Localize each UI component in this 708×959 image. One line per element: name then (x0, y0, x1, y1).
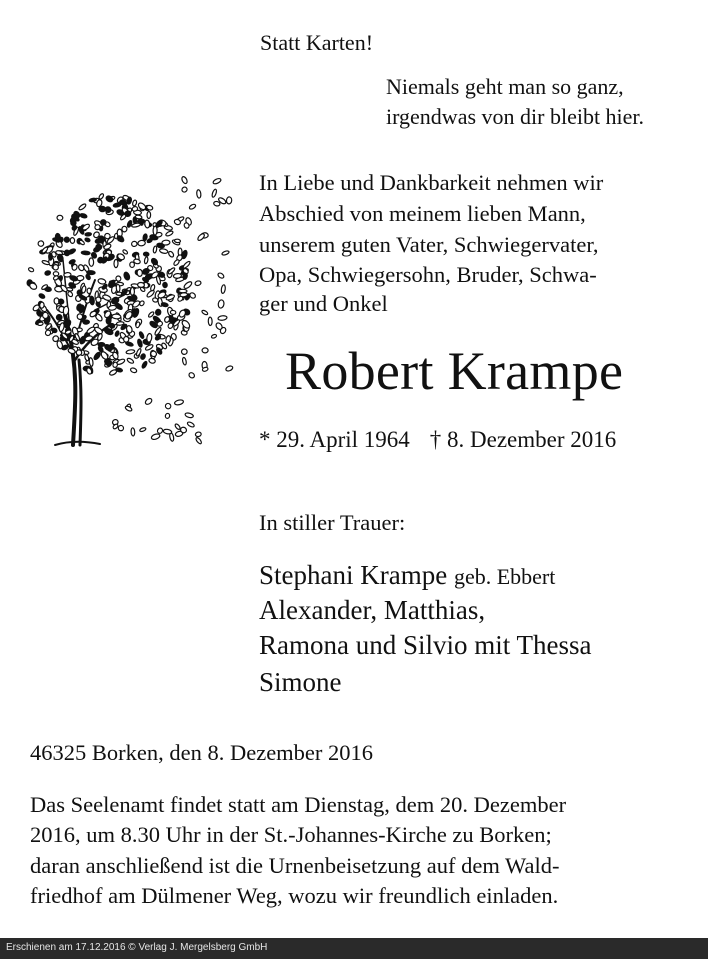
tree-with-falling-leaves-icon (25, 160, 235, 450)
deceased-name: Robert Krampe (285, 341, 624, 401)
mourner-line: Alexander, Matthias, (259, 595, 486, 625)
poem-line: irgendwas von dir bleibt hier. (386, 104, 645, 129)
intro-line: Abschied von meinem lieben Mann, (259, 201, 586, 226)
place-date: 46325 Borken, den 8. Dezember 2016 (30, 740, 374, 765)
poem-line: Niemals geht man so ganz, (386, 74, 624, 99)
footer-text: Erschienen am 17.12.2016 © Verlag J. Mergelsberg GmbH (6, 942, 268, 953)
intro-line: ger und Onkel (259, 291, 388, 316)
intro-line: In Liebe und Dankbarkeit nehmen wir (259, 170, 604, 195)
funeral-info-line: friedhof am Dülmener Weg, wozu wir freundlich einladen. (30, 883, 559, 908)
intro-line: unserem guten Vater, Schwiegervater, (259, 232, 599, 257)
mourner-line (259, 560, 555, 591)
mourner-name: Stephani Krampe (259, 560, 448, 590)
mourning-label: In stiller Trauer: (259, 510, 406, 535)
header-text: Statt Karten! (260, 30, 374, 55)
mourner-line: Ramona und Silvio mit Thessa (259, 630, 592, 660)
funeral-info-line: daran anschließend ist die Urnenbeisetzung auf dem Wald- (30, 853, 560, 878)
birth-date: * 29. April 1964 (259, 427, 410, 452)
life-dates (259, 427, 616, 453)
publication-footer (0, 938, 708, 959)
death-date: † 8. Dezember 2016 (429, 427, 617, 452)
mourner-note: geb. Ebbert (453, 564, 556, 589)
intro-line: Opa, Schwiegersohn, Bruder, Schwa- (259, 262, 597, 287)
mourner-line: Simone (259, 667, 342, 697)
funeral-info-line: 2016, um 8.30 Uhr in der St.-Johannes-Kirche zu Borken; (30, 822, 552, 847)
funeral-info-line: Das Seelenamt findet statt am Dienstag, dem 20. Dezember (30, 792, 567, 817)
